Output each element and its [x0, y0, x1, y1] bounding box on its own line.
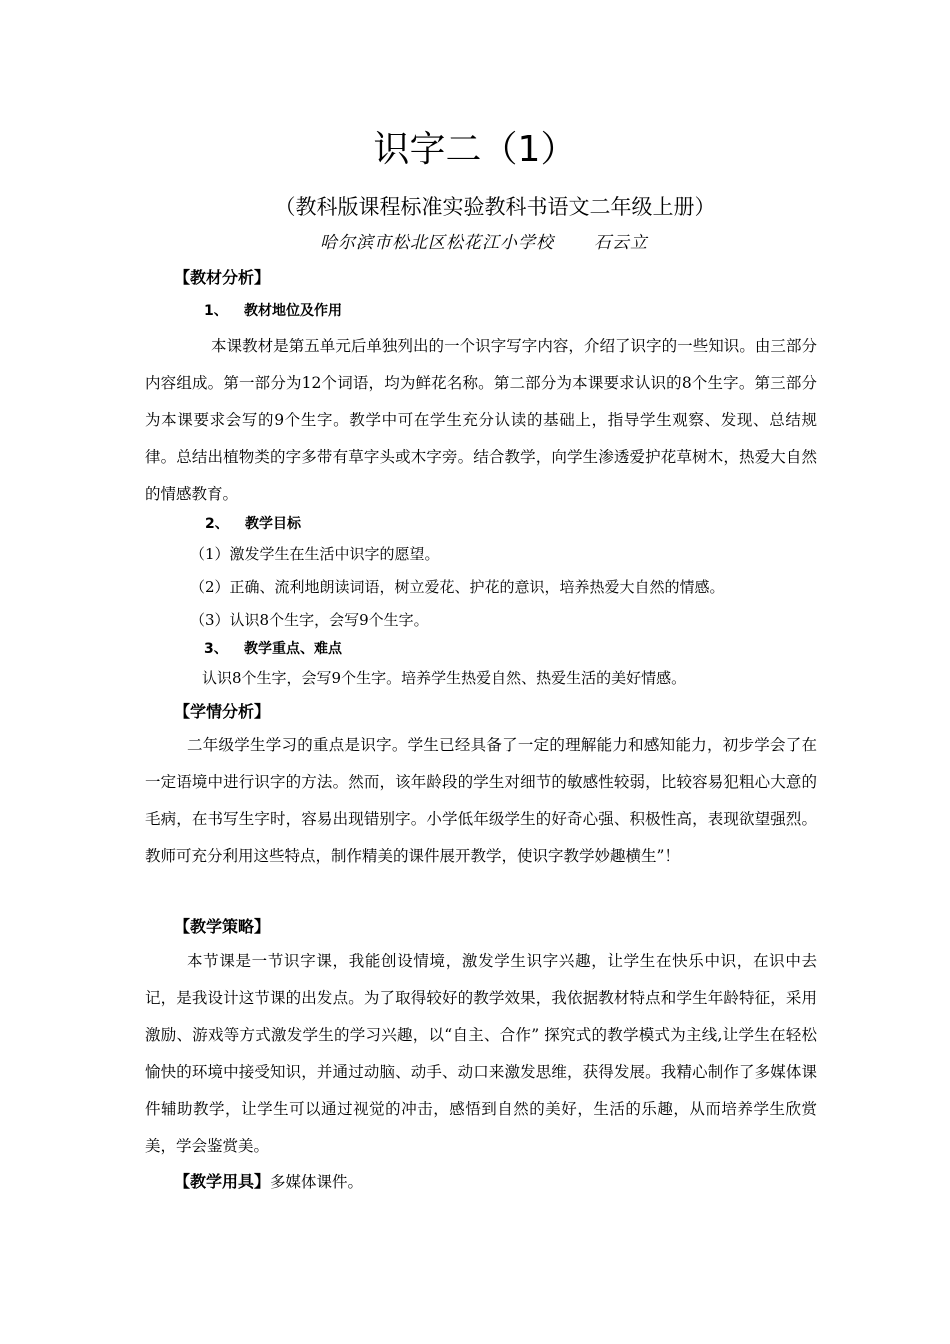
goal-item: （3）认识8个生字，会写9个生字。 [190, 611, 429, 629]
students-paragraph: 二年级学生学习的重点是识字。学生已经具备了一定的理解能力和感知能力，初步学会了在一定语境中进行识字的方法。然而，该年龄段的学生对细节的敏感性较弱，比较容易犯粗心大意的毛病，在书写生字时，容易出现错别字。小学低年级学生的好奇心强、积极性高，表现欲望强烈。教师可充分利用这些特点，制作精美的课件展开教学，使识字教学妙趣横生”！ [145, 736, 817, 865]
subheading-number: 3、 [204, 641, 228, 657]
subheading-goals [205, 513, 301, 535]
strategy-paragraph: 本节课是一节识字课，我能创设情境，激发学生识字兴趣，让学生在快乐中识，在识中去记，是我设计这节课的出发点。为了取得较好的教学效果，我依据教材特点和学生年龄特征，采用激励、游戏等方式激发学生的学习兴趣，以“自主、合作” 探究式的教学模式为主线,让学生在轻松愉快的环境中接受知识，并通过动脑、动手、动口来激发思维，获得发展。我精心制作了多媒体课件辅助教学，让学生可以通过视觉的冲击，感悟到自然的美好，生活的乐趣，从而培养学生欣赏美，学会鉴赏美。 [145, 952, 817, 1155]
goal-item: （2）正确、流利地朗读词语，树立爱花、护花的意识，培养热爱大自然的情感。 [190, 578, 725, 596]
subheading-number: 2、 [205, 516, 229, 532]
key-points-text: 认识8个生字，会写9个生字。培养学生热爱自然、热爱生活的美好情感。 [202, 669, 687, 687]
page-title: 识字二（1） [373, 129, 577, 170]
tools-line [174, 1170, 363, 1194]
author-line [320, 230, 648, 256]
subheading-text: 教学重点、难点 [244, 641, 342, 657]
tools-text: 多媒体课件。 [270, 1173, 364, 1191]
author-school: 哈尔滨市松北区松花江小学校 [320, 233, 554, 253]
section-heading-strategy: 【教学策略】 [174, 917, 271, 936]
author-name: 石云立 [594, 233, 648, 253]
goal-item: （1）激发学生在生活中识字的愿望。 [190, 545, 440, 563]
section-heading-material: 【教材分析】 [174, 268, 271, 287]
section-heading-tools: 【教学用具】 [174, 1172, 271, 1191]
material-paragraph: 本课教材是第五单元后单独列出的一个识字写字内容，介绍了识字的一些知识。由三部分内容组成。第一部分为12个词语，均为鲜花名称。第二部分为本课要求认识的8个生字。第三部分为本课要求会写的9个生字。教学中可在学生充分认读的基础上，指导学生观察、发现、总结规律。总结出植物类的字多带有草字头或木字旁。结合教学，向学生渗透爱护花草树木，热爱大自然的情感教育。 [145, 337, 817, 503]
subheading-position [204, 300, 342, 322]
subheading-text: 教学目标 [245, 516, 301, 532]
subheading-number: 1、 [204, 303, 228, 319]
subheading-text: 教材地位及作用 [244, 303, 342, 319]
subheading-key-points [204, 638, 342, 660]
section-heading-students: 【学情分析】 [174, 702, 271, 721]
page-subtitle: （教科版课程标准实验教科书语文二年级上册） [274, 195, 716, 219]
